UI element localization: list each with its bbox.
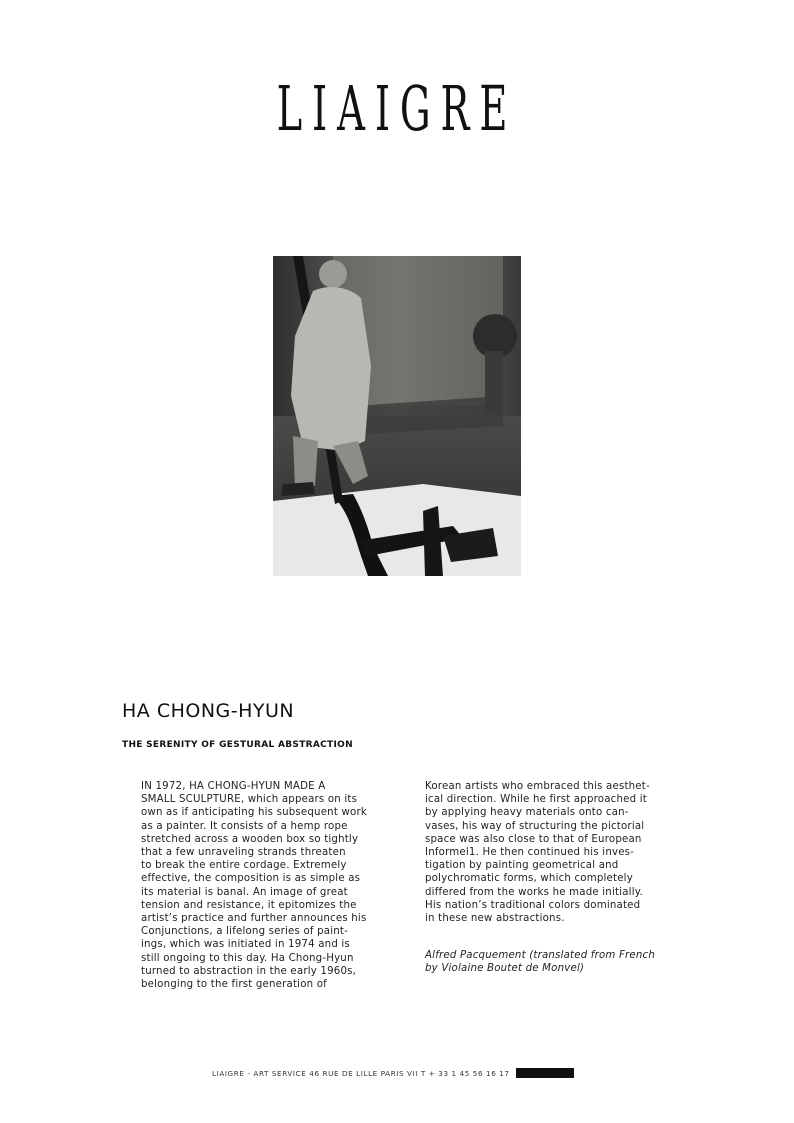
body-line: tigation by painting geometrical and <box>425 860 619 872</box>
body-line: space was also close to that of European <box>425 833 642 845</box>
body-line: own as if anticipating his subsequent work <box>141 807 367 819</box>
body-line: polychromatic forms, which completely <box>425 873 633 885</box>
caption-line: by Violaine Boutet de Monvel) <box>425 963 585 975</box>
body-line: ical direction. While he first approached it <box>425 794 647 806</box>
page-footer <box>212 1068 574 1078</box>
body-line: that a few unraveling strands threaten <box>141 847 346 859</box>
body-line: by applying heavy materials onto can- <box>425 807 629 819</box>
article-title: HA CHONG-HYUN <box>122 700 295 722</box>
body-line: turned to abstraction in the early 1960s, <box>141 965 357 977</box>
body-line: as a painter. It consists of a hemp rope <box>141 820 348 832</box>
artist-photo <box>273 256 521 576</box>
body-line: Korean artists who embraced this aesthet- <box>425 781 650 792</box>
body-column-left <box>141 780 373 991</box>
body-line: His nation’s traditional colors dominated <box>425 899 641 911</box>
body-line: to break the entire cordage. Extremely <box>141 860 347 872</box>
body-line: vases, his way of structuring the pictorial <box>425 820 645 832</box>
body-line: Informel1. He then continued his inves- <box>425 847 635 859</box>
body-line: Conjunctions, a lifelong series of paint- <box>141 926 349 938</box>
caption-line: Alfred Pacquement (translated from French <box>425 950 656 962</box>
body-line: SMALL SCULPTURE, which appears on its <box>141 794 358 806</box>
footer-bar <box>516 1068 574 1078</box>
brand-logo: LIAIGRE <box>276 72 518 145</box>
body-line: tension and resistance, it epitomizes the <box>141 899 357 911</box>
body-line: still ongoing to this day. Ha Chong-Hyun <box>141 952 354 964</box>
body-line: IN 1972, HA CHONG-HYUN MADE A <box>141 781 326 792</box>
footer-contact: LIAIGRE - ART SERVICE 46 RUE DE LILLE PARIS VII T + 33 1 45 56 16 17 <box>212 1068 510 1078</box>
body-line: belonging to the first generation of <box>141 979 327 991</box>
body-line: effective, the composition is as simple as <box>141 873 361 885</box>
body-line: in these new abstractions. <box>425 913 565 925</box>
author-caption <box>425 949 661 975</box>
body-column-right <box>425 780 661 976</box>
body-line: artist’s practice and further announces his <box>141 913 367 925</box>
article-subtitle: THE SERENITY OF GESTURAL ABSTRACTION <box>122 740 353 750</box>
body-line: ings, which was initiated in 1974 and is <box>141 939 350 951</box>
artist-photo-image <box>273 256 521 576</box>
body-line: differed from the works he made initially. <box>425 886 643 898</box>
body-line: its material is banal. An image of great <box>141 886 348 898</box>
body-line: stretched across a wooden box so tightly <box>141 833 359 845</box>
